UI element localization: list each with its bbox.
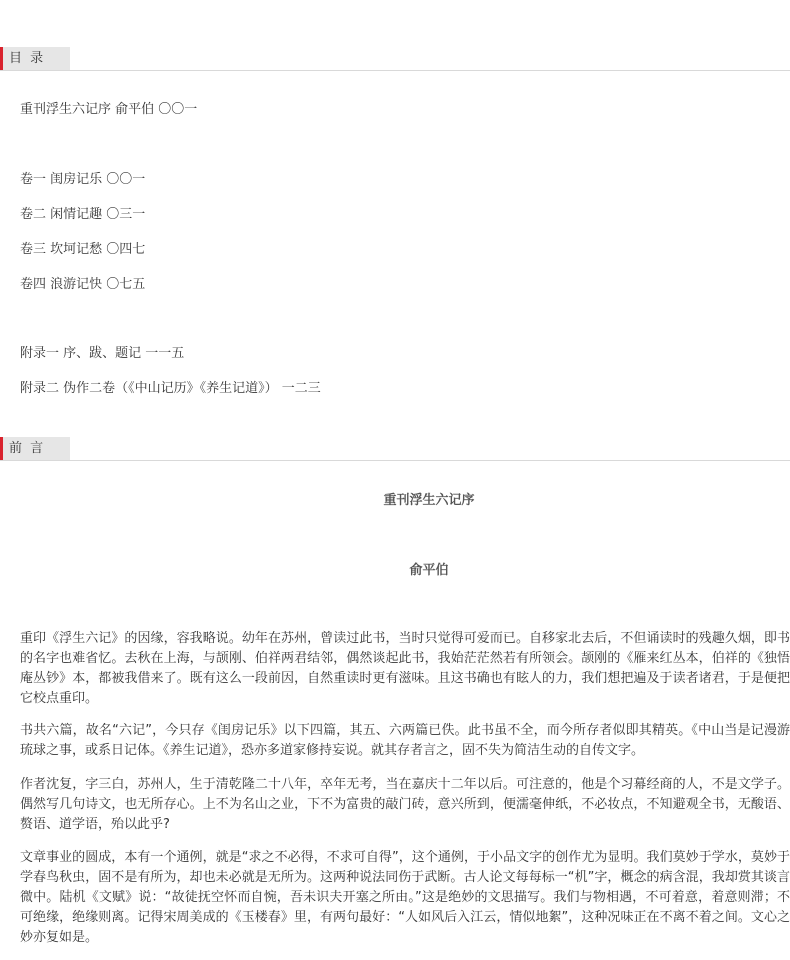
preface-section-header (0, 437, 790, 461)
preface-paragraph-3: 作者沈复，字三白，苏州人，生于清乾隆二十八年，卒年无考，当在嘉庆十二年以后。可注意的，他是个习幕经商的人，不是文学子。偶然写几句诗文，也无所存心。上不为名山之业，下不为富贵的敲门砖，意兴所到，便濡毫伸纸，不必妆点，不知避观全书，无酸语、赘语、道学语，殆以此乎? (20, 777, 790, 832)
preface-section-label: 前 言 (0, 437, 70, 460)
toc-entry-appendix-1[interactable]: 附录一 序、跋、题记 一一五 (20, 346, 185, 361)
toc-entry-volume-4[interactable]: 卷四 浪游记快 〇七五 (20, 277, 146, 292)
toc-entry-volume-2[interactable]: 卷二 闲情记趣 〇三一 (20, 207, 146, 222)
preface-paragraph-1: 重印《浮生六记》的因缘，容我略说。幼年在苏州，曾读过此书，当时只觉得可爱而已。自移家北去后，不但诵读时的残趣久烟，即书的名字也难省忆。去秋在上海，与颉刚、伯祥两君结邻，偶然谈起此书，我始茫茫然若有所领会。颉刚的《雁来红丛本，伯祥的《独悟庵丛钞》本，都被我借来了。既有这么一段前因，自然重读时更有滋味。且这书确也有眩人的力，我们想把遍及于读者诸君，于是便把它校点重印。 (20, 631, 790, 706)
section-divider (0, 70, 790, 71)
preface-paragraph-4: 文章事业的圆成，本有一个通例，就是“求之不必得，不求可自得”，这个通例，于小品文字的创作尤为显明。我们莫妙于学水，莫妙于学春鸟秋虫，固不是有所为，却也未必就是无所为。这两种说法同伤于武断。古人论文每每标一“机”字，概念的病含混，我却赏其谈言微中。陆机《文赋》说：“故徒抚空怀而自惋，吾未识夫开塞之所由。”这是绝妙的文思描写。我们与物相遇，不可着意，着意则滞；不可绝缘，绝缘则离。记得宋周美成的《玉楼春》里，有两句最好：“人如风后入江云，情似地絮”，这种况味正在不离不着之间。文心之妙亦复如是。 (20, 850, 790, 945)
preface-paragraph-2: 书共六篇，故名“六记”，今只存《闺房记乐》以下四篇，其五、六两篇已佚。此书虽不全，而今所存者似即其精英。《中山当是记漫游琉球之事，或系日记体。《养生记道》，恐亦多道家修持妄说。就其存者言之，固不失为简洁生动的自传文字。 (20, 723, 790, 758)
toc-entry-volume-1[interactable]: 卷一 闺房记乐 〇〇一 (20, 172, 146, 187)
preface-title: 重刊浮生六记序 (383, 493, 475, 508)
toc-entry-volume-3[interactable]: 卷三 坎坷记愁 〇四七 (20, 242, 146, 257)
toc-section-label: 目 录 (0, 47, 70, 70)
preface-author: 俞平伯 (409, 563, 449, 578)
toc-section-header (0, 47, 790, 71)
toc-entry-preface[interactable]: 重刊浮生六记序 俞平伯 〇〇一 (20, 102, 198, 117)
section-divider (0, 460, 790, 461)
toc-entry-appendix-2[interactable]: 附录二 伪作二卷（《中山记历》《养生记道》） 一二三 (20, 381, 321, 396)
